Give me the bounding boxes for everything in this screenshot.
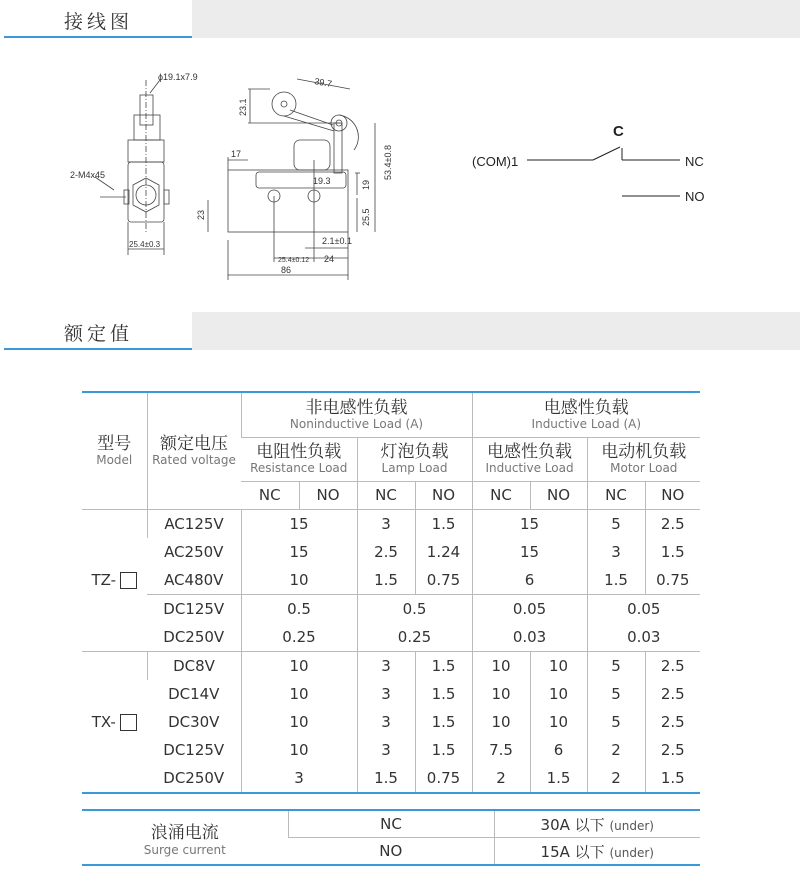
dim-53-4: 53.4±0.8 [383, 145, 393, 180]
dim-39-7: 39.7 [313, 76, 333, 90]
table-row [82, 566, 700, 595]
circuit-diagram [460, 110, 720, 220]
value-cell: 2.5 [645, 708, 700, 736]
dim-19: 19 [361, 179, 371, 190]
model-label: TZ- [91, 571, 117, 589]
table-row [82, 651, 700, 680]
header-no: NO [645, 481, 700, 509]
value-cell: 3 [357, 708, 415, 736]
value-cell: 1.5 [415, 708, 472, 736]
dimension-drawing [0, 40, 400, 290]
value-cell: 10 [530, 680, 587, 708]
dim-23: 23 [196, 209, 206, 220]
value-cell: 2.5 [645, 680, 700, 708]
value-cell: 2.5 [645, 509, 700, 538]
header-resistance: 电阻性负载 Resistance Load [241, 437, 357, 481]
table-row [82, 708, 700, 736]
voltage-cell: DC250V [163, 627, 225, 646]
value-cell: 0.5 [357, 594, 472, 623]
table-row [82, 680, 700, 708]
value-cell: 1.5 [415, 651, 472, 680]
nc-label: NC [685, 154, 704, 169]
dim-23-1: 23.1 [238, 98, 248, 116]
value-cell: 10 [472, 680, 530, 708]
value-cell: 2.5 [645, 736, 700, 764]
value-cell: 1.5 [415, 736, 472, 764]
value-cell: 10 [530, 708, 587, 736]
header-inductive-load: 电感性负载 Inductive Load [472, 437, 587, 481]
value-cell: 10 [241, 736, 357, 764]
value-cell: 1.5 [645, 764, 700, 793]
no-label: NO [685, 189, 705, 204]
dim-width: 25.4±0.3 [129, 240, 161, 249]
voltage-cell: AC125V [147, 509, 241, 538]
value-cell: 1.5 [415, 680, 472, 708]
header-inductive: 电感性负载 Inductive Load (A) [472, 392, 700, 437]
header-no: NO [530, 481, 587, 509]
value-cell: 2 [472, 764, 530, 793]
switch-symbol [527, 147, 680, 196]
com-label: (COM)1 [472, 154, 519, 169]
value-cell: 2.5 [357, 538, 415, 566]
surge-type: NC [288, 810, 494, 838]
value-cell: 10 [241, 651, 357, 680]
voltage-cell: DC14V [168, 684, 220, 703]
value-cell: 1.5 [645, 538, 700, 566]
value-cell: 1.5 [415, 509, 472, 538]
value-cell: 0.75 [645, 566, 700, 595]
value-cell: 10 [241, 708, 357, 736]
surge-value: 30A 以下 (under) [494, 810, 700, 838]
value-cell: 6 [472, 566, 587, 595]
model-cell [82, 651, 147, 793]
value-cell: 2 [587, 764, 645, 793]
header-nc: NC [472, 481, 530, 509]
dim-2-1: 2.1±0.1 [322, 236, 352, 246]
value-cell: 0.05 [587, 594, 700, 623]
header-model: 型号 Model [96, 433, 133, 467]
value-cell: 5 [587, 509, 645, 538]
value-cell: 1.5 [530, 764, 587, 793]
voltage-cell: DC125V [147, 594, 241, 623]
value-cell: 10 [530, 651, 587, 680]
model-suffix-box [120, 572, 137, 589]
section-header-wiring [0, 0, 800, 38]
value-cell: 5 [587, 708, 645, 736]
value-cell: 10 [472, 708, 530, 736]
front-view [95, 80, 169, 255]
voltage-cell: DC30V [168, 712, 220, 731]
header-nc: NC [587, 481, 645, 509]
table-row [82, 538, 700, 566]
voltage-cell: DC8V [147, 651, 241, 680]
header-voltage: 额定电压 Rated voltage [147, 392, 241, 509]
header-noninductive: 非电感性负载 Noninductive Load (A) [241, 392, 472, 437]
value-cell: 15 [241, 509, 357, 538]
value-cell: 0.05 [472, 594, 587, 623]
dim-roller: ϕ19.1x7.9 [158, 72, 198, 82]
value-cell: 5 [587, 680, 645, 708]
table-row [82, 509, 700, 538]
value-cell: 3 [357, 736, 415, 764]
section-header-rating [0, 312, 800, 350]
value-cell: 5 [587, 651, 645, 680]
model-label: TX- [91, 712, 116, 731]
value-cell: 0.03 [472, 623, 587, 652]
header-motor: 电动机负载 Motor Load [587, 437, 700, 481]
header-no: NO [415, 481, 472, 509]
value-cell: 6 [530, 736, 587, 764]
value-cell: 0.5 [241, 594, 357, 623]
dim-25-5: 25.5 [361, 208, 371, 226]
value-cell: 10 [241, 566, 357, 595]
value-cell: 1.5 [357, 764, 415, 793]
value-cell: 3 [357, 509, 415, 538]
dim-17: 17 [231, 149, 242, 159]
surge-type: NO [288, 838, 494, 866]
dim-screw: 2-M4x45 [70, 170, 106, 180]
value-cell: 3 [357, 651, 415, 680]
value-cell: 0.03 [587, 623, 700, 652]
table-row [82, 764, 700, 793]
value-cell: 0.75 [415, 764, 472, 793]
dim-25-4: 25.4±0.12 [278, 257, 310, 264]
value-cell: 3 [357, 680, 415, 708]
header-lamp: 灯泡负载 Lamp Load [357, 437, 472, 481]
value-cell: 10 [472, 651, 530, 680]
table-row [82, 736, 700, 764]
common-label: C [613, 123, 624, 140]
section-title: 额定值 [64, 323, 134, 345]
surge-value: 15A 以下 (under) [494, 838, 700, 866]
table-row [82, 594, 700, 623]
table-row [82, 623, 700, 652]
value-cell: 1.5 [357, 566, 415, 595]
model-cell [82, 509, 147, 651]
model-suffix-box [120, 714, 137, 731]
surge-label: 浪涌电流 Surge current [143, 823, 226, 857]
value-cell: 1.24 [415, 538, 472, 566]
dim-19-3: 19.3 [313, 176, 331, 186]
value-cell: 0.75 [415, 566, 472, 595]
value-cell: 0.25 [241, 623, 357, 652]
dim-86: 86 [281, 265, 292, 275]
side-view [208, 79, 375, 280]
value-cell: 10 [241, 680, 357, 708]
value-cell: 15 [241, 538, 357, 566]
value-cell: 7.5 [472, 736, 530, 764]
voltage-cell: DC250V [163, 768, 225, 787]
value-cell: 1.5 [587, 566, 645, 595]
value-cell: 3 [241, 764, 357, 793]
voltage-cell: DC125V [163, 740, 225, 759]
section-title: 接线图 [64, 11, 134, 33]
voltage-cell: AC480V [164, 570, 224, 589]
value-cell: 15 [472, 538, 587, 566]
header-nc: NC [241, 481, 299, 509]
value-cell: 15 [472, 509, 587, 538]
value-cell: 0.25 [357, 623, 472, 652]
rating-table [82, 391, 700, 794]
value-cell: 3 [587, 538, 645, 566]
dim-24: 24 [324, 254, 335, 264]
value-cell: 2.5 [645, 651, 700, 680]
header-nc: NC [357, 481, 415, 509]
header-no: NO [299, 481, 357, 509]
value-cell: 2 [587, 736, 645, 764]
surge-table [82, 809, 700, 866]
voltage-cell: AC250V [164, 542, 224, 561]
